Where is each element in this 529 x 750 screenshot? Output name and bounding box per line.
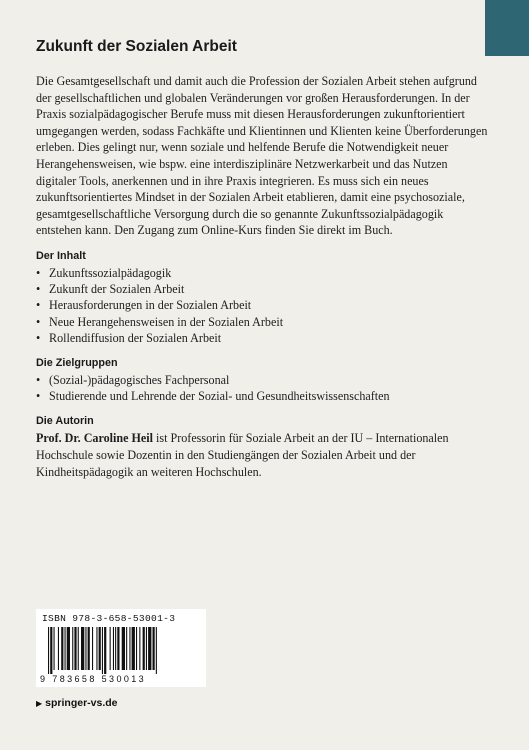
- barcode-graphic: [48, 627, 194, 674]
- barcode-bar: [81, 627, 84, 670]
- barcode-bar: [72, 627, 73, 670]
- barcode-bar: [88, 627, 90, 670]
- barcode-bar: [156, 627, 157, 674]
- barcode-bar: [146, 627, 147, 670]
- accent-bar: [485, 0, 529, 56]
- list-item: • Herausforderungen in der Sozialen Arbeit: [36, 297, 488, 313]
- list-item: • Rollendiffusion der Sozialen Arbeit: [36, 330, 488, 346]
- barcode-bar: [148, 627, 151, 670]
- list-item: • Studierende und Lehrende der Sozial- und Gesundheitswissenschaften: [36, 388, 488, 404]
- barcode-bar: [50, 627, 52, 674]
- barcode-bar: [117, 627, 119, 670]
- publisher-website[interactable]: [36, 697, 118, 709]
- barcode-bar: [126, 627, 127, 670]
- list-item: • Neue Herangehensweisen in der Sozialen Arbeit: [36, 314, 488, 330]
- list-item: • Zukunft der Sozialen Arbeit: [36, 281, 488, 297]
- barcode-bar: [61, 627, 63, 670]
- list-item: • Zukunftssozialpädagogik: [36, 265, 488, 281]
- barcode-bar: [136, 627, 137, 670]
- arrow-right-icon: ▶: [36, 698, 43, 708]
- barcode-bar: [78, 627, 79, 670]
- barcode-bar: [85, 627, 86, 670]
- barcode-bar: [67, 627, 70, 670]
- barcode-bar: [48, 627, 49, 674]
- barcode-bar: [132, 627, 135, 670]
- barcode-bar: [74, 627, 76, 670]
- barcode-bar: [58, 627, 59, 670]
- barcode-bar: [143, 627, 145, 670]
- isbn-barcode: [36, 609, 206, 687]
- barcode-bar: [102, 627, 103, 674]
- isbn-label: ISBN 978-3-658-53001-3: [42, 613, 176, 624]
- barcode-bar: [96, 627, 97, 670]
- barcode-bar: [122, 627, 125, 670]
- audience-list: [36, 372, 488, 404]
- barcode-bar: [110, 627, 111, 670]
- author-name: Prof. Dr. Caroline Heil: [36, 431, 154, 446]
- author-description: ist Professorin für Soziale Arbeit an der IU – Internationalen Hochschule sowie Dozentin in den Studiengängen der Sozialen Arbeit und der Kindheitspädagogik an weiteren Hochschulen.: [36, 431, 449, 479]
- intro-paragraph: Die Gesamtgesellschaft und damit auch die Profession der Sozialen Arbeit stehen aufgrund der gesellschaftlichen und globalen Veränderungen vor großen Herausforderungen. In der Praxis sozialpädagogischer Berufe muss mit diesen Herausforderungen zukunftorientiert umgegangen werden, sodass Fachkäfte und Klientinnen und Klienten keine Überforderungen erleben. Dies gelingt nur, wenn soziale und helfende Berufe die Notwendigkeit neuer Herangehensweisen, wie bspw. eine interdisziplinäre Netzwerkarbeit und das Nutzen digitaler Tools, anerkennen und in ihre Praxis integrieren. Es muss sich ein neues zukunftsorientiertes Mindset in der Sozialen Arbeit etablieren, damit eine psychosoziale, gesamtgesellschaftliche Versorgung durch die so genannte Zukunftssozialpädagogik entstehen kann. Den Zugang zum Online-Kurs finden Sie direkt im Buch.: [36, 74, 488, 238]
- barcode-bar: [92, 627, 93, 670]
- barcode-bar: [65, 627, 66, 670]
- barcode-bar: [115, 627, 116, 670]
- back-cover-text: [36, 38, 488, 480]
- audience-heading: Die Zielgruppen: [36, 356, 118, 369]
- barcode-bar: [104, 627, 106, 674]
- barcode-bar: [113, 627, 114, 670]
- barcode-bar: [129, 627, 130, 670]
- contents-list: [36, 265, 488, 346]
- contents-heading: Der Inhalt: [36, 249, 86, 262]
- author-bio: [36, 430, 488, 480]
- barcode-bar: [139, 627, 140, 670]
- barcode-digits: 9 783658 530013: [40, 674, 147, 684]
- barcode-bar: [54, 627, 55, 670]
- website-url: springer-vs.de: [45, 697, 118, 709]
- barcode-bar: [99, 627, 101, 670]
- barcode-bar: [153, 627, 155, 670]
- book-title: Zukunft der Sozialen Arbeit: [36, 38, 237, 55]
- list-item: • (Sozial-)pädagogisches Fachpersonal: [36, 372, 488, 388]
- author-heading: Die Autorin: [36, 415, 94, 428]
